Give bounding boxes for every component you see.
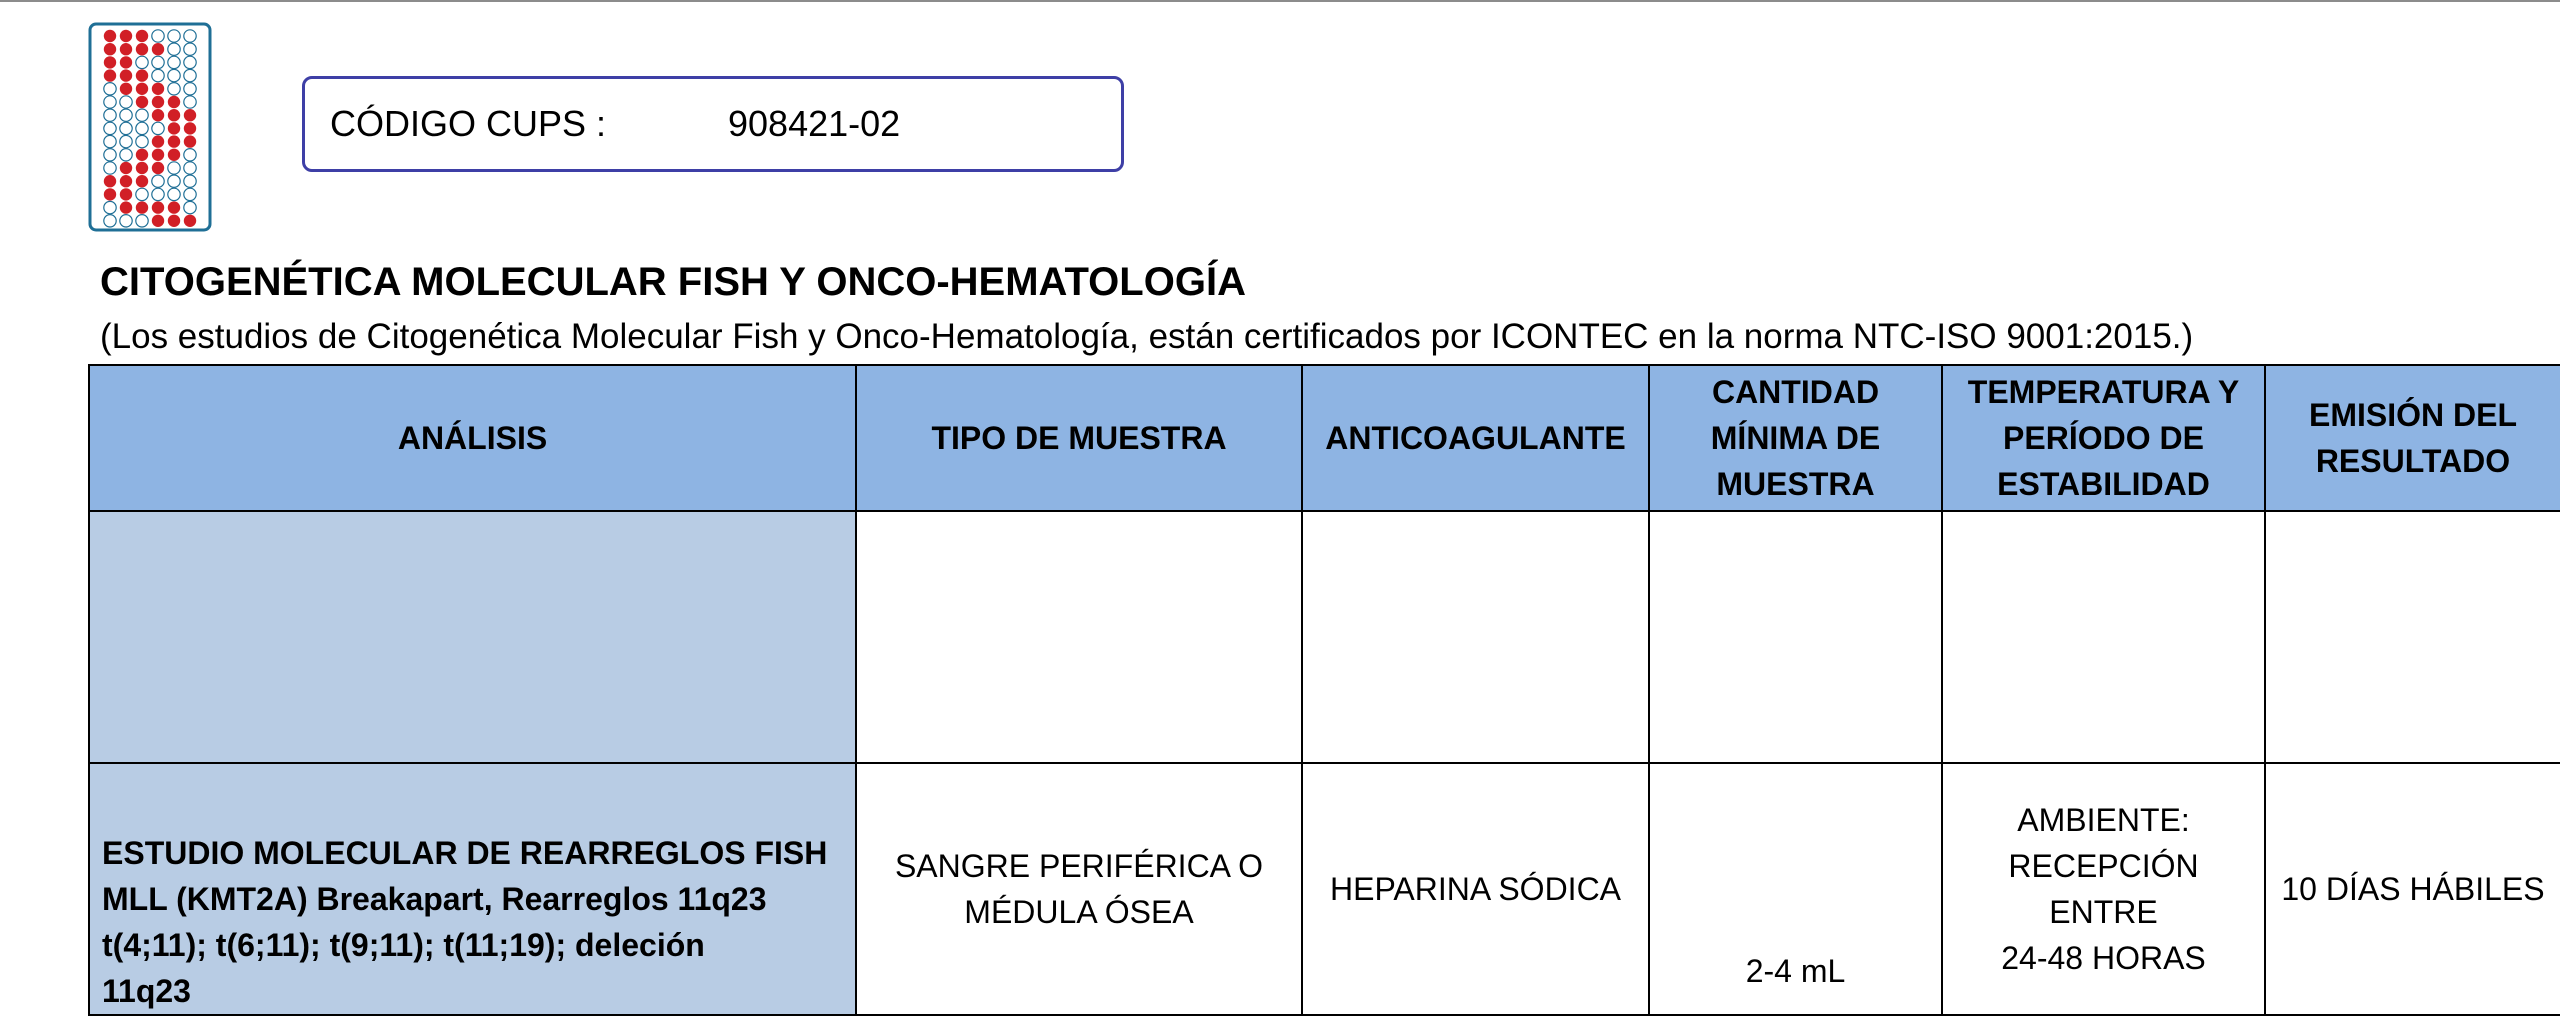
logo-dot-empty [184, 162, 196, 174]
cell-sample-type [856, 763, 1302, 1015]
logo-dot-filled [168, 201, 180, 213]
sample-type-line: MÉDULA ÓSEA [964, 894, 1194, 930]
logo-dot-empty [152, 30, 164, 42]
analysis-table [88, 364, 2560, 1016]
logo-dot-empty [168, 188, 180, 200]
temperature-line: 24-48 HORAS [2001, 940, 2206, 976]
header-min-quantity-line: MÍNIMA DE [1710, 420, 1881, 456]
logo-dot-empty [184, 188, 196, 200]
logo-dot-empty [168, 69, 180, 81]
logo-dot-filled [152, 149, 164, 161]
logo-dot-empty [120, 96, 132, 108]
logo-dot-filled [152, 83, 164, 95]
logo-dot-empty [184, 56, 196, 68]
logo-dot-empty [104, 201, 116, 213]
logo-dot-filled [136, 175, 148, 187]
header-temperature [1942, 365, 2265, 511]
logo-dot-filled [136, 43, 148, 55]
logo-dot-filled [168, 149, 180, 161]
logo-dot-filled [136, 83, 148, 95]
header-result-line: RESULTADO [2315, 443, 2511, 479]
header-temperature-line: TEMPERATURA Y [1967, 374, 2240, 410]
logo-dot-empty [104, 122, 116, 134]
logo-dot-empty [184, 96, 196, 108]
logo-dot-empty [184, 201, 196, 213]
logo-dot-empty [136, 215, 148, 227]
logo-dot-filled [152, 135, 164, 147]
logo-dot-filled [184, 215, 196, 227]
logo-dot-filled [120, 30, 132, 42]
logo-dot-filled [168, 109, 180, 121]
logo-dot-filled [120, 162, 132, 174]
logo-dot-empty [104, 215, 116, 227]
logo-dot-empty [152, 188, 164, 200]
logo-dot-empty [184, 83, 196, 95]
logo-dot-filled [104, 175, 116, 187]
logo-dot-filled [136, 201, 148, 213]
logo-dot-empty [120, 109, 132, 121]
logo-dot-empty [168, 43, 180, 55]
logo-dot-filled [120, 43, 132, 55]
logo-dot-filled [120, 188, 132, 200]
logo-dot-empty [152, 56, 164, 68]
cell-result: 10 DÍAS HÁBILES [2265, 763, 2560, 1015]
header-result-line: EMISIÓN DEL [2308, 397, 2517, 433]
header-min-quantity-line: CANTIDAD [1711, 374, 1880, 410]
logo-dot-empty [152, 175, 164, 187]
logo-dot-filled [184, 122, 196, 134]
logo-dot-empty [136, 109, 148, 121]
logo-dot-empty [136, 56, 148, 68]
logo-dot-empty [168, 56, 180, 68]
logo-dot-filled [104, 30, 116, 42]
logo-dot-empty [168, 83, 180, 95]
cell-min-quantity: 2-4 mL [1649, 763, 1942, 1015]
logo-dot-empty [136, 122, 148, 134]
logo-dot-empty [104, 135, 116, 147]
logo-dot-filled [120, 201, 132, 213]
logo-dot-filled [184, 109, 196, 121]
cups-code-value: 908421-02 [728, 103, 901, 144]
logo-dot-empty [152, 122, 164, 134]
logo-dot-filled [152, 201, 164, 213]
table-row [89, 763, 2560, 1015]
section-title: CITOGENÉTICA MOLECULAR FISH Y ONCO-HEMATOLOGÍA [100, 260, 1246, 304]
logo-dot-empty [104, 162, 116, 174]
logo-dot-filled [152, 162, 164, 174]
logo-dot-empty [104, 149, 116, 161]
logo-dot-empty [120, 135, 132, 147]
header-temperature-line: PERÍODO DE [2003, 420, 2204, 456]
logo-dot-filled [152, 96, 164, 108]
logo-dot-filled [120, 175, 132, 187]
dot-matrix-logo-icon [88, 22, 212, 232]
sample-type-line: SANGRE PERIFÉRICA O [894, 848, 1264, 884]
logo-dot-filled [136, 69, 148, 81]
logo-dot-empty [184, 43, 196, 55]
analysis-line: MLL (KMT2A) Breakapart, Rearreglos 11q23 [102, 881, 767, 917]
header-result [2265, 365, 2560, 511]
logo-dot-filled [104, 69, 116, 81]
logo-dot-empty [152, 69, 164, 81]
logo-dot-empty [184, 69, 196, 81]
logo-dot-filled [136, 96, 148, 108]
temperature-line: AMBIENTE: [2017, 802, 2190, 838]
logo-dot-empty [120, 215, 132, 227]
header-analysis: ANÁLISIS [89, 365, 856, 511]
cell-analysis [89, 763, 856, 1015]
logo-dot-empty [168, 175, 180, 187]
analysis-line: ESTUDIO MOLECULAR DE REARREGLOS FISH [102, 835, 828, 871]
logo-dot-empty [168, 162, 180, 174]
header-min-quantity [1649, 365, 1942, 511]
logo-dot-empty [120, 122, 132, 134]
logo-dot-filled [152, 43, 164, 55]
top-rule [0, 0, 2560, 2]
logo-dot-empty [104, 96, 116, 108]
logo-dot-empty [184, 30, 196, 42]
analysis-line: 11q23 [102, 973, 191, 1009]
logo-dot-filled [184, 135, 196, 147]
cell-temperature [1942, 763, 2265, 1015]
logo-dot-filled [136, 162, 148, 174]
logo-dot-filled [168, 96, 180, 108]
cups-code-label: CÓDIGO CUPS : [330, 103, 607, 144]
table-separator-row [89, 511, 2560, 763]
logo-dot-empty [168, 30, 180, 42]
logo-dot-empty [136, 135, 148, 147]
logo-dot-empty [184, 149, 196, 161]
logo-dot-filled [120, 83, 132, 95]
temperature-line: RECEPCIÓN ENTRE [2008, 848, 2199, 930]
cell-anticoagulant: HEPARINA SÓDICA [1302, 763, 1649, 1015]
header-temperature-line: ESTABILIDAD [1997, 466, 2210, 502]
certification-note: (Los estudios de Citogenética Molecular Fish y Onco-Hematología, están certificados por ICONTEC en la norma NTC-ISO 9001:2015.) [100, 317, 2194, 356]
logo-dot-filled [136, 149, 148, 161]
logo-dot-filled [168, 135, 180, 147]
logo-dot-empty [184, 175, 196, 187]
logo-dot-filled [168, 122, 180, 134]
logo-dot-empty [120, 149, 132, 161]
logo-dot-filled [120, 56, 132, 68]
analysis-line: t(4;11); t(6;11); t(9;11); t(11;19); deleción [102, 927, 705, 963]
table-header-row [89, 365, 2560, 511]
header-anticoagulant: ANTICOAGULANTE [1302, 365, 1649, 511]
logo-dot-filled [136, 30, 148, 42]
logo-dot-filled [152, 215, 164, 227]
header-sample-type: TIPO DE MUESTRA [856, 365, 1302, 511]
logo-dot-filled [104, 43, 116, 55]
logo-dot-filled [120, 69, 132, 81]
logo-dot-filled [152, 109, 164, 121]
logo-dot-filled [104, 188, 116, 200]
logo-dot-empty [104, 83, 116, 95]
logo-dot-filled [168, 215, 180, 227]
logo-dot-empty [104, 109, 116, 121]
logo-dot-empty [136, 188, 148, 200]
header-min-quantity-line: MUESTRA [1716, 466, 1875, 502]
logo-dot-filled [104, 56, 116, 68]
